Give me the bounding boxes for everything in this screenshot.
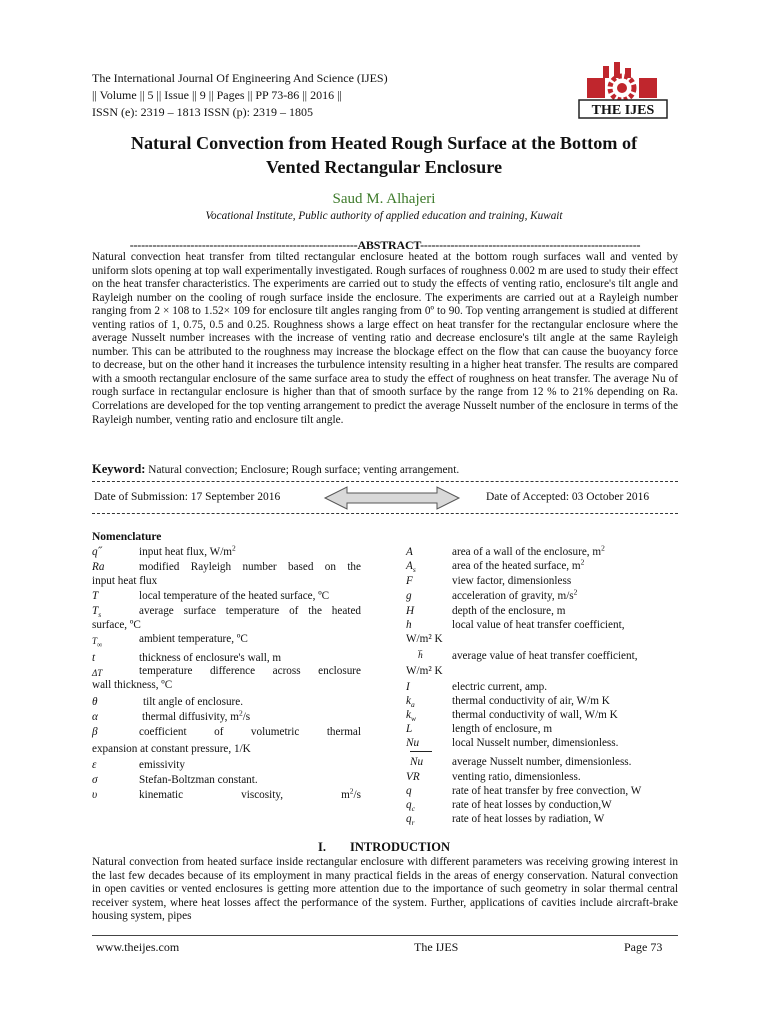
issn-line: ISSN (e): 2319 – 1813 ISSN (p): 2319 – 1805 bbox=[92, 105, 313, 119]
nom-symbol: $k_a$ bbox=[406, 695, 415, 710]
nom-definition: area of the heated surface, $m^2$ bbox=[452, 557, 585, 572]
volume-line: || Volume || 5 || Issue || 9 || Pages || PP 73-86 || 2016 || bbox=[92, 88, 342, 102]
nom-symbol: Nu bbox=[406, 737, 420, 749]
double-arrow-icon bbox=[323, 485, 461, 511]
nom-symbol: Ra bbox=[92, 561, 105, 573]
accepted-date: Date of Accepted: 03 October 2016 bbox=[486, 491, 650, 503]
logo-text: THE IJES bbox=[591, 103, 655, 118]
introduction-body: Natural convection from heated surface inside rectangular enclosure with different parameters was receiving growing interest in the last few decades because of its employment in many practical fields in the areas of energy conservation. Natural convection in open cavities or vented enclosures is getting more attention due to the importance of such geometry in solar thermal central receiver system, where heat losses affect the performance of the system. Further, applications of cavities include aircraft-brake housing system, pipes bbox=[92, 856, 678, 923]
nom-definition: view factor, dimensionless bbox=[452, 575, 572, 587]
author: Saud M. Alhajeri bbox=[332, 191, 436, 207]
nom-definition-cont: W/m² K bbox=[406, 665, 443, 677]
introduction-text bbox=[92, 856, 678, 924]
nom-definition-cont: surface, ºC bbox=[92, 619, 141, 631]
nom-definition-cont: expansion at constant pressure, 1/K bbox=[92, 743, 251, 755]
nom-definition: acceleration of gravity, $m/s^2$ bbox=[452, 587, 578, 602]
nom-symbol: L bbox=[406, 723, 413, 735]
nom-symbol: σ bbox=[92, 774, 98, 786]
abstract-body: Natural convection heat transfer from tilted rectangular enclosure heated at the bottom rough surfaces wall and vented by uniform slots opening at top wall experimentally investigated. Rough surfaces of roughness 0.002 m are used to study their effect on the heat transfer characteristics. The experiments are carried out to study the effects of venting ratio, enclosure's tilt angle and Rayleigh number on the cooling of rough surface inside the enclosure. The experiments are carried out at a Rayleigh number ranging from 2 × 108 to 1.52× 109 for enclosure tilt angles ranging from 0º to 90. Top venting arrangement is studied at different venting ratios of 1, 0.75, 0.5 and 0.25. Roughness shows a large effect on heat transfer for the rectangular enclosure where the average Nusselt number increases with the increase of venting ratio and decrease enclosure's tilt angle at the same Rayleigh number. This can be attributed to the roughness may increase the blockage effect on the flow that can cause the buoyancy force to decrease, but on the other hand it increases the turbulence intensity resulting in a higher heat transfer. The results are compared with a smooth rectangular enclosure of the same surface area to study the effect of roughness on heat transfer. The average Nu of rough surface in rectangular enclosure is higher than that of smooth surface by the range from 12 % to 21% depending on Ra. Correlations are developed for the top venting arrangement to predict the average Nusselt number of the enclosure in terms of the Rayleigh number, venting ratio and enclosure tilt angle. bbox=[92, 251, 678, 426]
nom-definition: average surface temperature of the heated bbox=[139, 605, 361, 617]
nom-symbol: I bbox=[406, 681, 410, 693]
nom-definition: average Nusselt number, dimensionless. bbox=[452, 756, 632, 768]
journal-name: The International Journal Of Engineering And Science (IJES) bbox=[92, 71, 388, 85]
nom-definition: local Nusselt number, dimensionless. bbox=[452, 737, 619, 749]
nom-definition: electric current, amp. bbox=[452, 681, 548, 693]
abstract-text bbox=[92, 251, 678, 427]
nom-definition: input heat flux, $W/m^2$ bbox=[139, 543, 236, 558]
footer-journal: The IJES bbox=[414, 940, 459, 954]
nom-symbol: Nu bbox=[410, 756, 424, 768]
keyword-label: Keyword: bbox=[92, 462, 146, 476]
nom-symbol: g bbox=[406, 590, 412, 602]
nom-definition: local value of heat transfer coefficient, bbox=[452, 619, 625, 631]
nom-symbol: A bbox=[406, 546, 413, 558]
nom-definition: kinematic viscosity, $m^2/s$ bbox=[139, 786, 361, 801]
nomenclature-right bbox=[406, 543, 678, 828]
nomenclature-left bbox=[92, 543, 362, 806]
nom-symbol: $q_r$ bbox=[406, 813, 415, 828]
keywords bbox=[92, 462, 459, 477]
nom-definition: rate of heat losses by conduction,W bbox=[452, 799, 612, 811]
nom-definition: rate of heat transfer by free convection, W bbox=[452, 785, 642, 797]
nom-symbol: h bbox=[406, 619, 412, 631]
nom-definition-cont: input heat flux bbox=[92, 575, 158, 587]
nom-symbol: $k_w$ bbox=[406, 709, 416, 724]
nom-symbol: t bbox=[92, 652, 96, 664]
nom-definition: coefficient of volumetric thermal bbox=[139, 726, 361, 738]
nom-symbol: θ bbox=[92, 696, 98, 708]
abstract-label: ABSTRACT bbox=[357, 238, 421, 252]
nom-definition: rate of heat losses by radiation, W bbox=[452, 813, 605, 825]
overbar-rule bbox=[410, 751, 432, 752]
nom-symbol: β bbox=[92, 726, 98, 738]
abstract-heading: ------------------------------------------------------------ABSTRACT---------------------------------------------------------- bbox=[129, 238, 641, 252]
title-line-2: Vented Rectangular Enclosure bbox=[265, 157, 503, 177]
page-number: Page 73 bbox=[624, 940, 663, 954]
nom-symbol: α bbox=[92, 711, 98, 723]
nom-definition: temperature difference across enclosure bbox=[139, 665, 361, 677]
nom-definition: emissivity bbox=[139, 759, 185, 771]
nom-definition-cont: W/m² K bbox=[406, 633, 443, 645]
paper-title bbox=[60, 131, 708, 179]
nom-definition: ambient temperature, ºC bbox=[139, 633, 248, 645]
nom-symbol: F bbox=[406, 575, 413, 587]
nom-symbol: $A_s$ bbox=[406, 560, 416, 575]
section-number: I. bbox=[317, 840, 326, 854]
nom-symbol: h̄ bbox=[418, 651, 423, 661]
nom-symbol: $T_\infty$ bbox=[92, 636, 103, 649]
section-heading bbox=[0, 840, 768, 855]
nom-symbol: H bbox=[406, 605, 415, 617]
nom-definition: modified Rayleigh number based on the bbox=[139, 561, 361, 573]
keyword-list: Natural convection; Enclosure; Rough surface; venting arrangement. bbox=[148, 464, 460, 476]
nom-definition: tilt angle of enclosure. bbox=[143, 696, 244, 708]
nom-definition: thickness of enclosure's wall, m bbox=[139, 652, 282, 664]
nom-definition: thermal conductivity of air, W/m K bbox=[452, 695, 610, 707]
date-rule-top bbox=[92, 481, 678, 482]
nom-definition: average value of heat transfer coefficient, bbox=[452, 650, 638, 662]
nom-symbol: ΔT bbox=[92, 668, 103, 678]
ijes-logo bbox=[577, 60, 669, 120]
nom-symbol: VR bbox=[406, 771, 420, 783]
nom-symbol: $T_s$ bbox=[92, 605, 102, 620]
footer-rule bbox=[92, 935, 678, 936]
nom-definition: depth of the enclosure, m bbox=[452, 605, 566, 617]
nom-symbol: ε bbox=[92, 759, 97, 771]
nom-definition: Stefan-Boltzman constant. bbox=[139, 774, 258, 786]
nom-definition: thermal conductivity of wall, W/m K bbox=[452, 709, 618, 721]
nom-definition: length of enclosure, m bbox=[452, 723, 553, 735]
nom-definition: venting ratio, dimensionless. bbox=[452, 771, 581, 783]
nom-definition: area of a wall of the enclosure, $m^2$ bbox=[452, 543, 605, 558]
footer-url[interactable]: www.theijes.com bbox=[96, 940, 180, 954]
nom-symbol: q bbox=[406, 785, 412, 797]
nom-symbol: q˝ bbox=[92, 546, 102, 558]
date-rule-bottom bbox=[92, 513, 678, 514]
nom-symbol: υ bbox=[92, 789, 98, 801]
section-title: INTRODUCTION bbox=[349, 840, 450, 854]
submission-date: Date of Submission: 17 September 2016 bbox=[94, 491, 281, 503]
nomenclature-title: Nomenclature bbox=[92, 531, 162, 543]
nom-definition: thermal diffusivity, $m^2/s$ bbox=[142, 708, 251, 723]
title-line-1: Natural Convection from Heated Rough Surface at the Bottom of bbox=[130, 133, 638, 153]
nom-symbol: T bbox=[92, 590, 99, 602]
nom-definition: local temperature of the heated surface, ºC bbox=[139, 590, 330, 602]
affiliation: Vocational Institute, Public authority of applied education and training, Kuwait bbox=[205, 210, 563, 222]
nom-symbol: $q_c$ bbox=[406, 799, 415, 814]
nom-definition-cont: wall thickness, ºC bbox=[92, 679, 173, 691]
